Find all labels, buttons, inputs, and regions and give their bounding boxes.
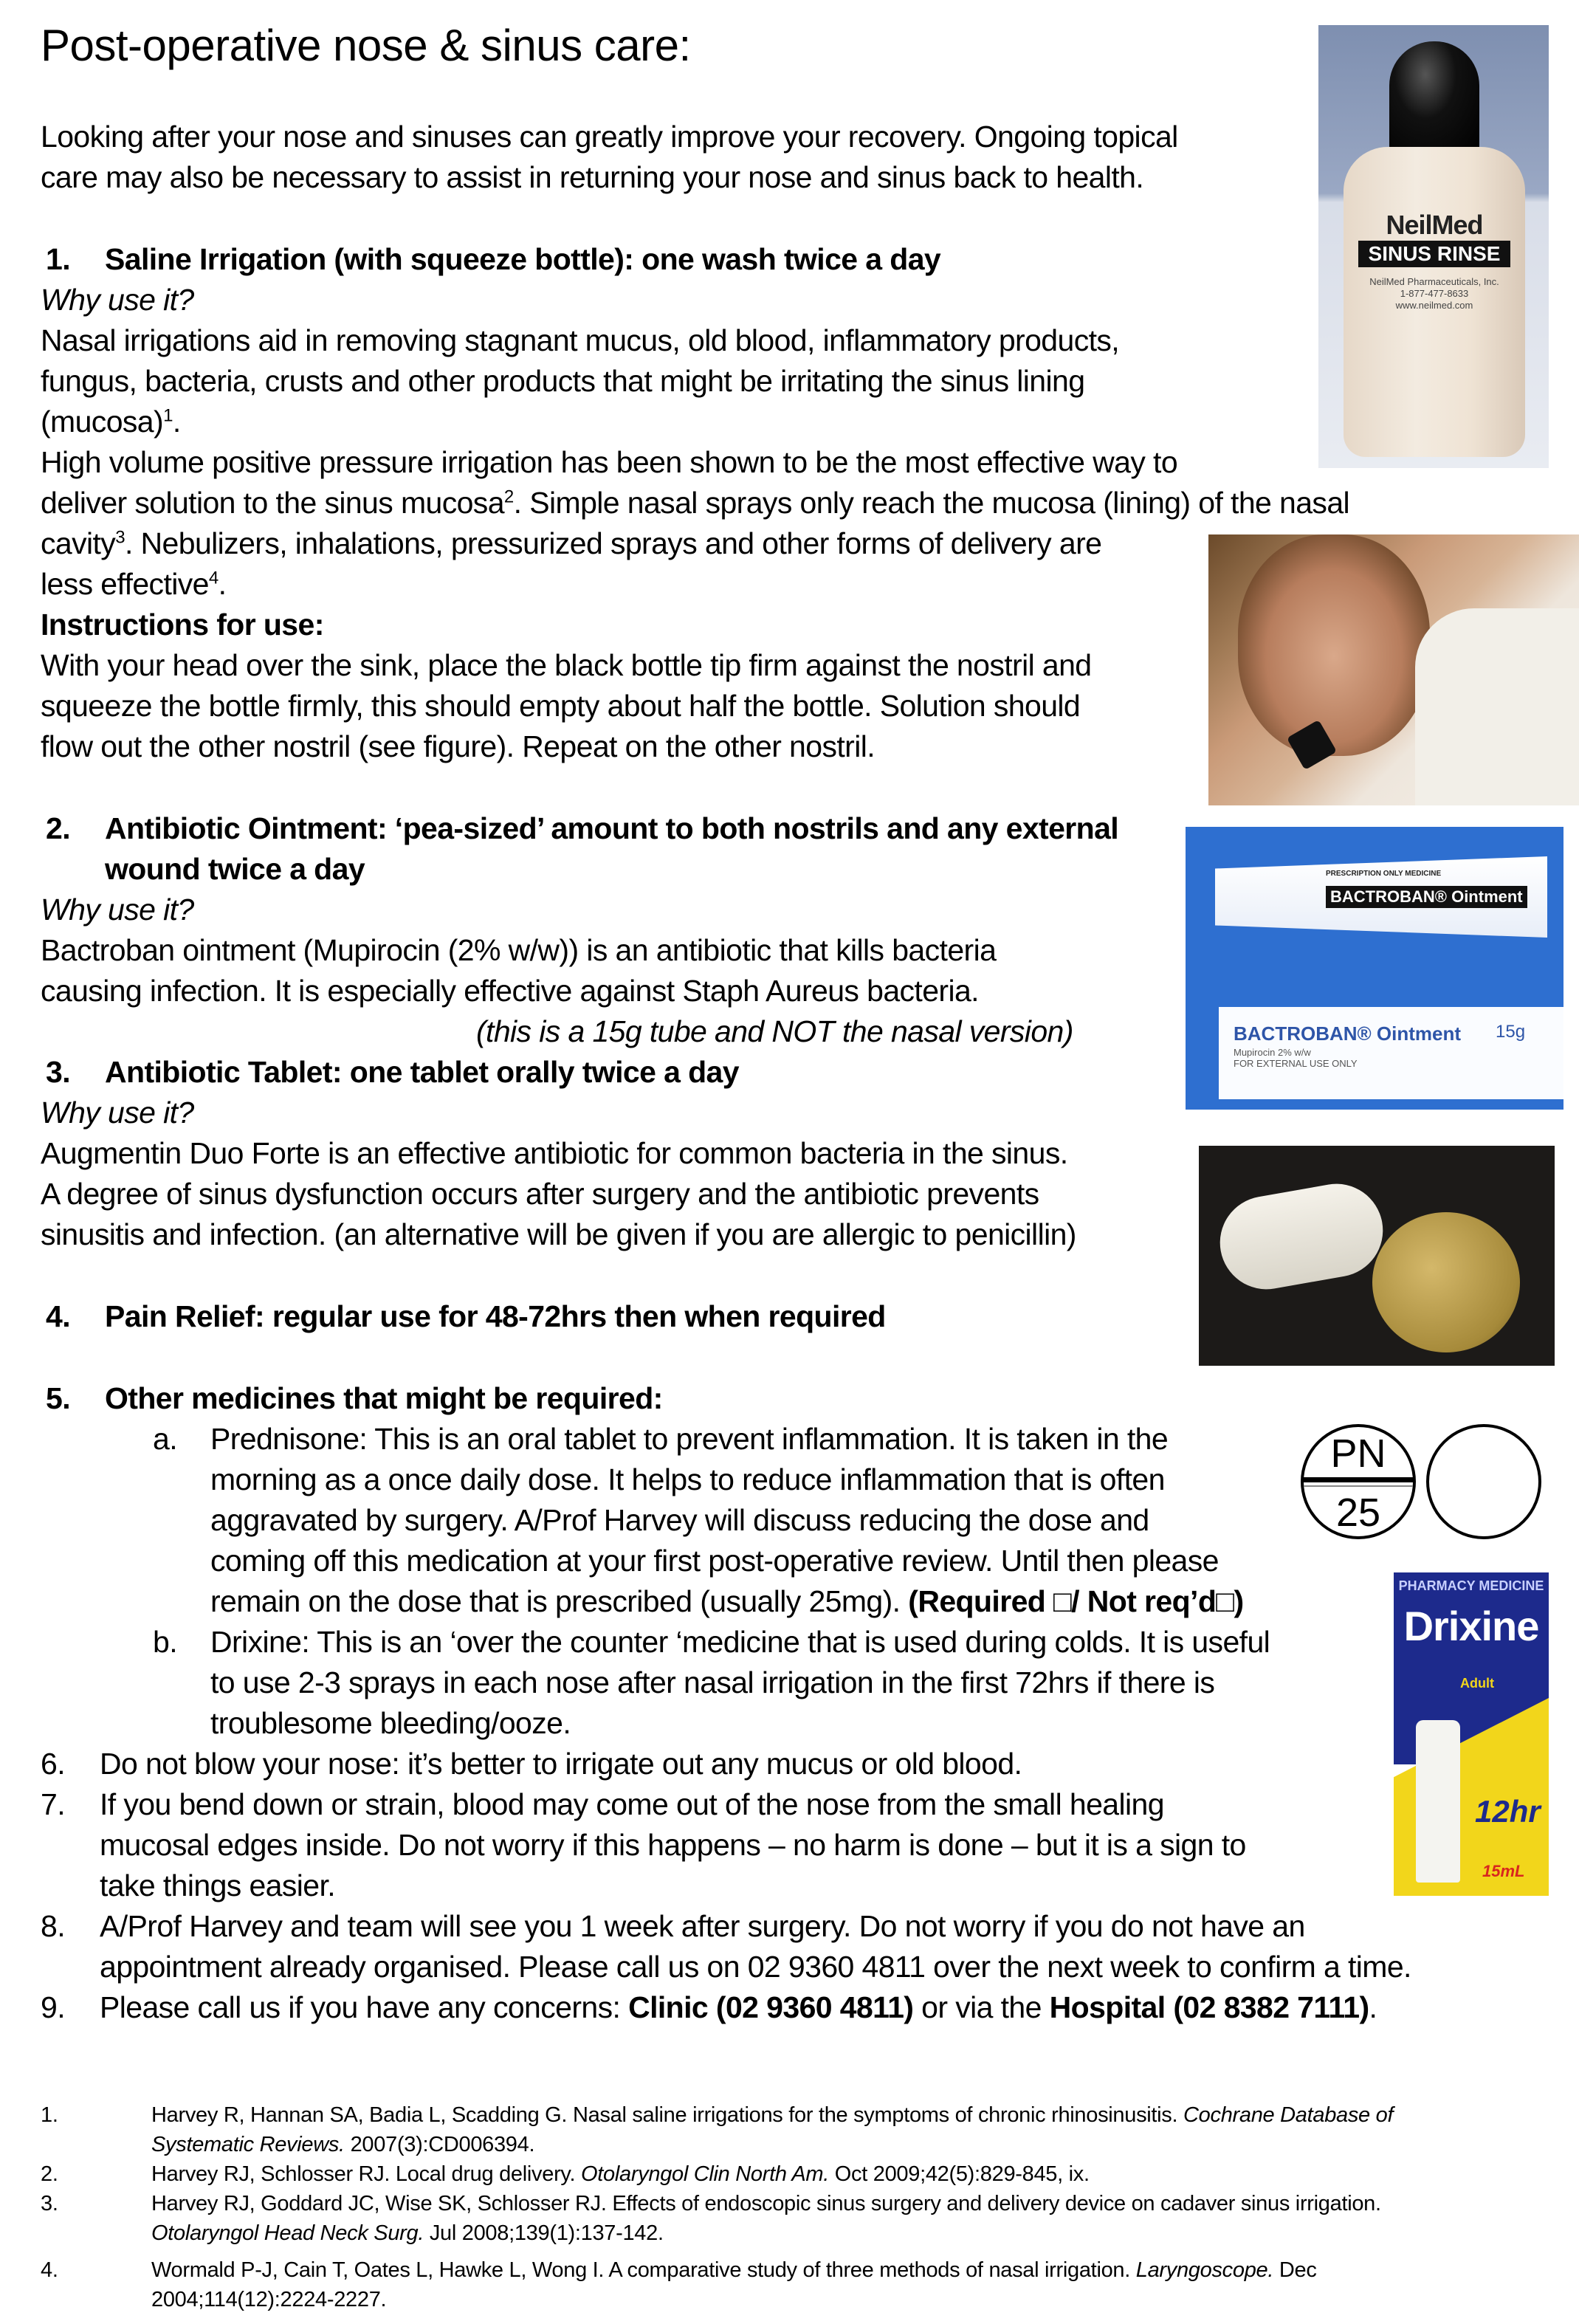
bottle-cap	[1389, 41, 1479, 152]
item9-number: 9.	[41, 1990, 65, 2024]
box-label: BACTROBAN® Ointment	[1234, 1022, 1462, 1045]
section4-number: 4.	[46, 1299, 70, 1333]
text-span: Wormald P-J, Cain T, Oates L, Hawke L, Wong I. A comparative study of three methods of nasal irrigation.	[151, 2258, 1136, 2282]
section1-number: 1.	[46, 242, 70, 276]
coin	[1372, 1212, 1520, 1352]
text-span: .	[218, 567, 227, 601]
section2-why: Why use it?	[41, 893, 194, 926]
intro-line-2: care may also be necessary to assist in returning your nose and sinus back to health.	[41, 160, 1144, 194]
section5a-line: morning as a once daily dose. It helps to reduce inflammation that is often	[210, 1462, 1165, 1496]
section5a-line	[210, 1581, 1244, 1622]
section5a-letter: a.	[153, 1422, 177, 1456]
drixine-pharmacy: PHARMACY MEDICINE	[1398, 1578, 1544, 1593]
section5b-line: Drixine: This is an ‘over the counter ‘medicine that is used during colds. It is useful	[210, 1625, 1270, 1659]
neilmed-product: SINUS RINSE	[1358, 241, 1510, 267]
neilmed-label-text	[1363, 276, 1506, 312]
section5b-letter: b.	[153, 1625, 177, 1659]
required-checkbox-label[interactable]: (Required □/ Not req’d□)	[908, 1584, 1244, 1618]
text-span: Harvey R, Hannan SA, Badia L, Scadding G. Nasal saline irrigations for the symptoms of chronic rhinosinusitis.	[151, 2103, 1184, 2127]
item7-line: take things easier.	[100, 1869, 336, 1902]
section1-body-line	[41, 523, 1101, 564]
section5b-line: troublesome bleeding/ooze.	[210, 1706, 571, 1740]
text-span: less effective	[41, 567, 209, 601]
clinic-phone: Clinic (02 9360 4811)	[628, 1990, 914, 2024]
lab-coat	[1415, 608, 1579, 805]
item8	[41, 1906, 1305, 1947]
box-weight: 15g	[1496, 1022, 1526, 1042]
text-span: Dec	[1273, 2258, 1317, 2282]
reference-line	[151, 2218, 664, 2248]
section1-body-line	[41, 402, 181, 442]
reference-line	[151, 2130, 534, 2159]
text-span: Jul 2008;139(1):137-142.	[424, 2221, 664, 2245]
page-title: Post-operative nose & sinus care:	[41, 21, 691, 70]
drixine-name: Drixine	[1403, 1603, 1539, 1649]
section2-note: (this is a 15g tube and NOT the nasal version)	[476, 1014, 1073, 1048]
text-span: remain on the dose that is prescribed (usually 25mg).	[210, 1584, 909, 1618]
section5a-line: aggravated by surgery. A/Prof Harvey will discuss reducing the dose and	[210, 1503, 1149, 1537]
section3-body-line: Augmentin Duo Forte is an effective antibiotic for common bacteria in the sinus.	[41, 1136, 1068, 1170]
tube-top-text: PRESCRIPTION ONLY MEDICINE	[1326, 870, 1442, 878]
reference-line	[151, 2255, 1317, 2285]
neilmed-web: www.neilmed.com	[1395, 300, 1473, 311]
journal-name: Cochrane Database of	[1183, 2103, 1394, 2127]
neilmed-phone: 1-877-477-8633	[1400, 288, 1469, 299]
section3-why: Why use it?	[41, 1096, 194, 1130]
drixine-box-photo	[1394, 1572, 1549, 1896]
text-span: cavity	[41, 526, 116, 560]
drixine-hours: 12hr	[1475, 1794, 1541, 1829]
section4-heading	[46, 1296, 886, 1337]
item9-text: or via the	[913, 1990, 1050, 2024]
section3-heading	[46, 1052, 739, 1093]
section1-body-line	[41, 483, 1349, 523]
bactroban-photo	[1186, 827, 1563, 1110]
footnote-ref-1: 1	[163, 405, 173, 426]
reference-number: 3.	[41, 2192, 58, 2215]
instructions-line: squeeze the bottle firmly, this should empty about half the bottle. Solution should	[41, 689, 1081, 723]
journal-name: Systematic Reviews.	[151, 2133, 345, 2156]
item8-line: appointment already organised. Please call us on 02 9360 4811 over the next week to confirm a time.	[100, 1950, 1411, 1984]
section5-number: 5.	[46, 1381, 70, 1415]
text-span: deliver solution to the sinus mucosa	[41, 486, 504, 520]
section2-number: 2.	[46, 811, 70, 845]
section2-heading	[46, 808, 1118, 849]
item7-text: If you bend down or strain, blood may come out of the nose from the small healing	[100, 1787, 1164, 1821]
prednisone-tablet-diagram	[1299, 1415, 1550, 1548]
section1-body-line: fungus, bacteria, crusts and other products that might be irritating the sinus lining	[41, 364, 1085, 398]
box-ext: FOR EXTERNAL USE ONLY	[1234, 1058, 1358, 1069]
drixine-volume: 15mL	[1482, 1862, 1525, 1880]
journal-name: Laryngoscope.	[1135, 2258, 1274, 2282]
reference-number: 2.	[41, 2162, 58, 2186]
reference-number: 1.	[41, 2103, 58, 2127]
journal-name: Otolaryngol Clin North Am.	[581, 2162, 830, 2186]
reference-line	[151, 2100, 1393, 2130]
section2-body-line: Bactroban ointment (Mupirocin (2% w/w)) is an antibiotic that kills bacteria	[41, 933, 997, 967]
instructions-line: With your head over the sink, place the black bottle tip firm against the nostril and	[41, 648, 1092, 682]
section1-body-line: Nasal irrigations aid in removing stagnant mucus, old blood, inflammatory products,	[41, 323, 1120, 357]
reference-line: Harvey RJ, Goddard JC, Wise SK, Schlosser RJ. Effects of endoscopic sinus surgery and delivery device on cadaver sinus irrigation.	[151, 2192, 1381, 2215]
section5-heading	[46, 1378, 663, 1419]
text-span: (mucosa)	[41, 405, 164, 439]
tablet-top-marking: PN	[1330, 1431, 1386, 1476]
drixine-adult: Adult	[1460, 1676, 1494, 1691]
text-span: 2007(3):CD006394.	[344, 2133, 535, 2156]
journal-name: Otolaryngol Head Neck Surg.	[151, 2221, 424, 2245]
score-line	[1304, 1477, 1413, 1482]
person-head	[1238, 534, 1430, 756]
item6-text: Do not blow your nose: it’s better to irrigate out any mucus or old blood.	[100, 1747, 1022, 1781]
item8-text: A/Prof Harvey and team will see you 1 week after surgery. Do not worry if you do not have an	[100, 1909, 1305, 1943]
section2-heading-cont: wound twice a day	[105, 852, 365, 886]
section3-body-line: A degree of sinus dysfunction occurs after surgery and the antibiotic prevents	[41, 1177, 1039, 1211]
spray-bottle	[1416, 1720, 1460, 1883]
section2-body-line: causing infection. It is especially effective against Staph Aureus bacteria.	[41, 974, 979, 1008]
section1-body-line	[41, 564, 226, 605]
section1-body-line: High volume positive pressure irrigation has been shown to be the most effective way to	[41, 445, 1178, 479]
item7-line: mucosal edges inside. Do not worry if this happens – no harm is done – but it is a sign to	[100, 1828, 1246, 1862]
nasal-irrigation-photo	[1208, 534, 1579, 805]
text-span: Oct 2009;42(5):829-845, ix.	[829, 2162, 1090, 2186]
text-span: Harvey RJ, Schlosser RJ. Local drug delivery.	[151, 2162, 581, 2186]
item9-text: .	[1369, 1990, 1377, 2024]
item7	[41, 1784, 1164, 1825]
section2-heading-text: Antibiotic Ointment: ‘pea-sized’ amount to both nostrils and any external	[105, 811, 1119, 845]
tube-label: BACTROBAN® Ointment	[1326, 886, 1527, 908]
section1-heading-text: Saline Irrigation (with squeeze bottle): one wash twice a day	[105, 242, 941, 276]
text-span: .	[172, 405, 181, 439]
neilmed-brand: NeilMed	[1386, 210, 1483, 240]
neilmed-bottle-photo	[1318, 25, 1549, 468]
text-span: . Simple nasal sprays only reach the mucosa (lining) of the nasal	[513, 486, 1350, 520]
section4-heading-text: Pain Relief: regular use for 48-72hrs then when required	[105, 1299, 886, 1333]
section1-heading	[46, 239, 940, 280]
section3-number: 3.	[46, 1055, 70, 1089]
footnote-ref-2: 2	[503, 487, 514, 507]
item6	[41, 1744, 1022, 1784]
item7-number: 7.	[41, 1787, 65, 1821]
footnote-ref-3: 3	[115, 527, 125, 548]
item9-text: Please call us if you have any concerns:	[100, 1990, 629, 2024]
item6-number: 6.	[41, 1747, 65, 1781]
section1-why: Why use it?	[41, 283, 194, 317]
reference-line: 2004;114(12):2224-2227.	[151, 2288, 387, 2311]
section5b-line: to use 2-3 sprays in each nose after nasal irrigation in the first 72hrs if there is	[210, 1665, 1215, 1699]
section5-heading-text: Other medicines that might be required:	[105, 1381, 663, 1415]
section3-heading-text: Antibiotic Tablet: one tablet orally twice a day	[105, 1055, 739, 1089]
instructions-line: flow out the other nostril (see figure). Repeat on the other nostril.	[41, 729, 875, 763]
item8-number: 8.	[41, 1909, 65, 1943]
instructions-heading: Instructions for use:	[41, 608, 324, 642]
section3-body-line: sinusitis and infection. (an alternative will be given if you are allergic to penicillin)	[41, 1217, 1076, 1251]
footnote-ref-4: 4	[208, 568, 219, 588]
hospital-phone: Hospital (02 8382 7111)	[1049, 1990, 1369, 2024]
section5a-line: coming off this medication at your first post-operative review. Until then please	[210, 1544, 1219, 1578]
box-subtext	[1234, 1047, 1358, 1069]
box-sub: Mupirocin 2% w/w	[1234, 1047, 1311, 1058]
tablet-bottom-marking: 25	[1335, 1491, 1381, 1535]
neilmed-maker: NeilMed Pharmaceuticals, Inc.	[1369, 276, 1499, 287]
reference-number: 4.	[41, 2258, 58, 2282]
tablet	[1213, 1177, 1391, 1297]
text-span: . Nebulizers, inhalations, pressurized sprays and other forms of delivery are	[124, 526, 1102, 560]
section5a-line: Prednisone: This is an oral tablet to prevent inflammation. It is taken in the	[210, 1422, 1169, 1456]
reference-line	[151, 2159, 1090, 2189]
item9	[41, 1987, 1377, 2028]
augmentin-tablet-photo	[1199, 1146, 1555, 1366]
intro-line-1: Looking after your nose and sinuses can greatly improve your recovery. Ongoing topical	[41, 120, 1178, 154]
tablet-back-circle	[1428, 1426, 1540, 1538]
